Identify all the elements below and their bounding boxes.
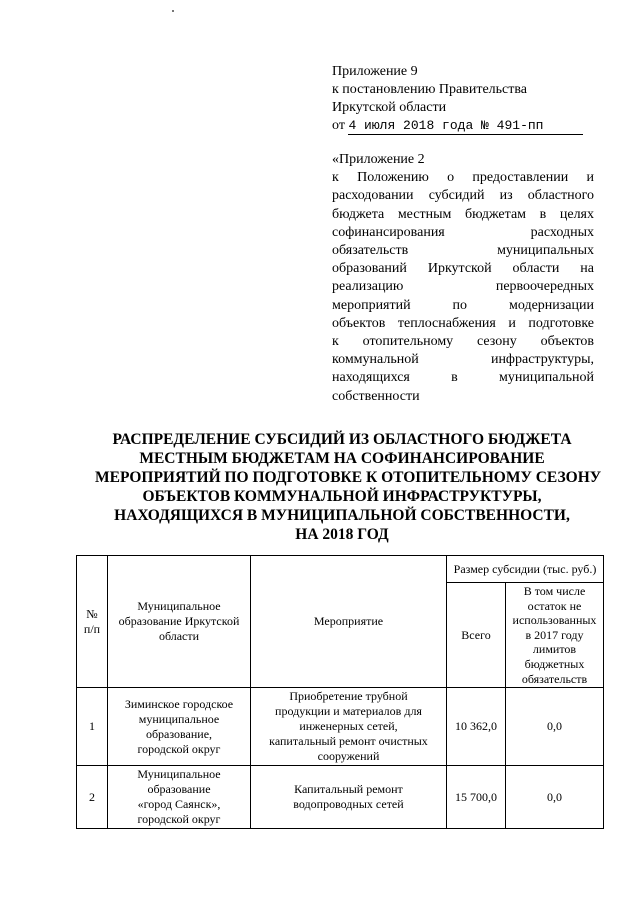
header-remainder-line: в 2017 году bbox=[525, 627, 584, 642]
regulation-line: коммунальной инфраструктуры, bbox=[332, 352, 594, 368]
row-remainder: 0,0 bbox=[506, 766, 604, 829]
regulation-line: образований Иркутской области на bbox=[332, 261, 594, 277]
row-activity-line: Приобретение трубной bbox=[289, 689, 408, 704]
appendix-date-line bbox=[332, 117, 583, 135]
row-municipality-line: городской округ bbox=[137, 741, 221, 756]
title-line: МЕСТНЫМ БЮДЖЕТАМ НА СОФИНАНСИРОВАНИЕ bbox=[139, 450, 545, 467]
header-subsidy: Размер субсидии (тыс. руб.) bbox=[447, 556, 604, 583]
table-row bbox=[77, 688, 604, 766]
document-title bbox=[95, 430, 602, 544]
table-row bbox=[77, 766, 604, 829]
header-remainder-line: В том числе bbox=[523, 584, 586, 598]
row-num: 2 bbox=[77, 766, 108, 829]
row-municipality-line: муниципальное bbox=[138, 711, 220, 726]
row-activity bbox=[251, 688, 447, 766]
regulation-line: к Положению о предоставлении и bbox=[332, 170, 594, 186]
title-line: МЕРОПРИЯТИЙ ПО ПОДГОТОВКЕ К ОТОПИТЕЛЬНОМУ СЕЗОНУ bbox=[95, 469, 602, 486]
title-line: РАСПРЕДЕЛЕНИЕ СУБСИДИЙ ИЗ ОБЛАСТНОГО БЮДЖЕТА bbox=[112, 431, 572, 448]
regulation-line: реализацию первоочередных bbox=[332, 279, 594, 295]
row-municipality-line: Зиминское городское bbox=[124, 696, 234, 711]
header-num bbox=[77, 556, 108, 688]
header-remainder-line: остаток не bbox=[527, 598, 582, 613]
appendix-decree: к постановлению Правительства bbox=[332, 82, 528, 97]
header-remainder-line: бюджетных bbox=[524, 656, 585, 671]
table-header-row bbox=[77, 556, 604, 583]
regulation-line: софинансирования расходных bbox=[332, 224, 594, 240]
regulation-line: собственности bbox=[332, 388, 420, 404]
title-line: ОБЪЕКТОВ КОММУНАЛЬНОЙ ИНФРАСТРУКТУРЫ, bbox=[142, 488, 542, 505]
regulation-line: расходовании субсидий из областного bbox=[332, 188, 594, 204]
header-municipality bbox=[108, 556, 251, 688]
row-remainder: 0,0 bbox=[506, 688, 604, 766]
scan-speck bbox=[172, 10, 174, 12]
row-activity-line: инженерных сетей, bbox=[299, 719, 398, 734]
header-num-label: п/п bbox=[83, 621, 101, 636]
row-activity-line: капитальный ремонт очистных bbox=[269, 734, 428, 749]
appendix-region: Иркутской области bbox=[332, 100, 447, 115]
header-municipality-line: образование Иркутской bbox=[118, 614, 240, 629]
row-municipality-line: городской округ bbox=[137, 812, 221, 827]
regulation-line: к отопительному сезону объектов bbox=[332, 334, 594, 350]
regulation-line: мероприятий по модернизации bbox=[332, 297, 594, 313]
row-total: 10 362,0 bbox=[447, 688, 506, 766]
appendix-date-prefix: от bbox=[332, 118, 345, 133]
regulation-line: обязательств муниципальных bbox=[332, 243, 594, 259]
header-municipality-line: Муниципальное bbox=[137, 599, 221, 614]
regulation-line: бюджета местным бюджетам в целях bbox=[332, 206, 594, 222]
header-remainder bbox=[506, 583, 604, 688]
row-activity-line: продукции и материалов для bbox=[275, 704, 422, 719]
row-municipality-line: «город Саянск», bbox=[137, 797, 221, 812]
regulation-reference bbox=[332, 151, 594, 406]
header-activity: Мероприятие bbox=[251, 556, 447, 688]
regulation-line: «Приложение 2 bbox=[332, 152, 425, 167]
header-municipality-line: области bbox=[158, 629, 200, 644]
header-total: Всего bbox=[447, 583, 506, 688]
row-municipality-line: образование, bbox=[145, 726, 213, 741]
subsidy-table bbox=[76, 555, 604, 829]
title-line: НА 2018 ГОД bbox=[295, 526, 389, 543]
appendix-number: Приложение 9 bbox=[332, 64, 418, 79]
header-num-symbol: № bbox=[86, 606, 98, 621]
regulation-line: объектов теплоснабжения и подготовке bbox=[332, 315, 594, 331]
header-remainder-line: использованных bbox=[512, 613, 597, 628]
row-municipality-line: образование bbox=[147, 782, 211, 797]
header-remainder-line: лимитов bbox=[532, 642, 577, 657]
row-activity bbox=[251, 766, 447, 829]
title-line: НАХОДЯЩИХСЯ В МУНИЦИПАЛЬНОЙ СОБСТВЕННОСТИ, bbox=[114, 507, 570, 524]
appendix-date-value: 4 июля 2018 года № 491-пп bbox=[348, 117, 583, 135]
row-total: 15 700,0 bbox=[447, 766, 506, 829]
row-activity-line: водопроводных сетей bbox=[293, 797, 404, 812]
row-num: 1 bbox=[77, 688, 108, 766]
header-remainder-line: обязательств bbox=[521, 671, 588, 686]
row-municipality-line: Муниципальное bbox=[137, 767, 221, 782]
row-municipality bbox=[108, 766, 251, 829]
regulation-line: находящихся в муниципальной bbox=[332, 370, 594, 386]
row-activity-line: сооружений bbox=[317, 749, 380, 764]
row-municipality bbox=[108, 688, 251, 766]
appendix-header bbox=[332, 63, 583, 135]
row-activity-line: Капитальный ремонт bbox=[294, 782, 403, 797]
